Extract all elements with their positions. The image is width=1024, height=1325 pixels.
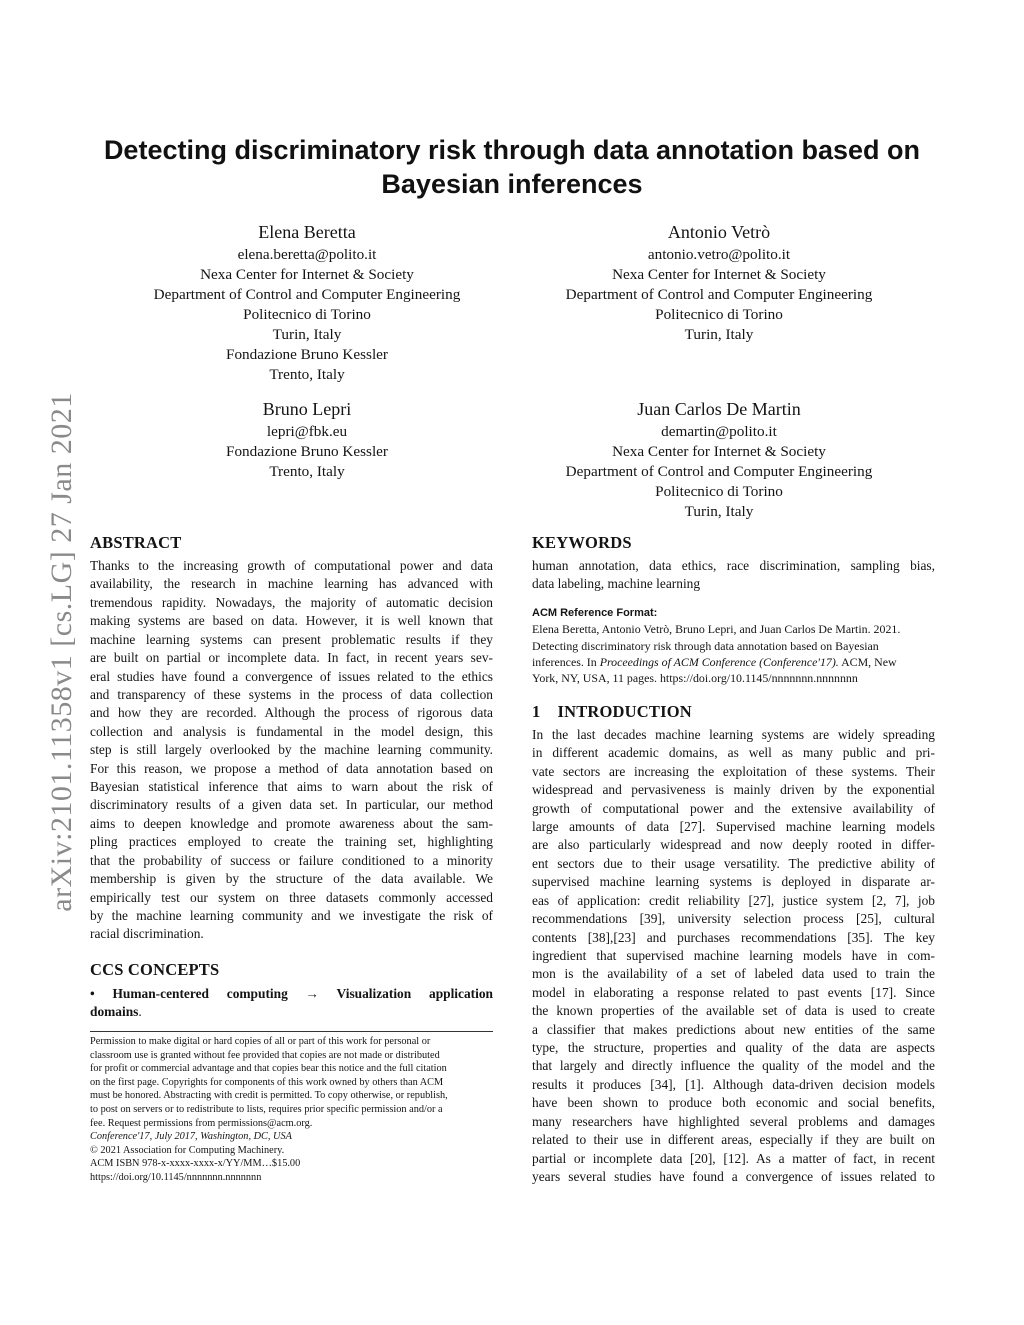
ccs-concept: Human-centered computing (112, 985, 288, 1001)
acm-reference (532, 605, 935, 687)
abstract-line: racial discrimination. (90, 926, 204, 942)
ccs-concepts (90, 985, 493, 1022)
abstract-line: by the machine learning community and we investigate the risk of (90, 908, 493, 924)
ccs-line (90, 1003, 493, 1021)
acm-ref-text: inferences. In (532, 655, 600, 670)
author-affiliation: Nexa Center for Internet & Society (612, 266, 826, 283)
keywords-body (532, 557, 935, 594)
ccs-line (90, 985, 493, 1003)
abstract-line: Bayesian statistical inference that aims to warn about the risk of (90, 779, 493, 795)
abstract-line: collection and analysis is fundamental in the model design, this (90, 723, 493, 739)
permission-line: classroom use is granted without fee provided that copies are not made or distributed (90, 1049, 440, 1061)
intro-line: results it produces [34], [1]. Although data-driven decision models (532, 1076, 935, 1092)
acm-ref-text: ACM, New (838, 655, 897, 670)
author-affiliation: Nexa Center for Internet & Society (200, 266, 414, 283)
intro-line: in different academic domains, as well as many public and pri- (532, 745, 935, 761)
abstract-line: making systems are based on data. However, it is well known that (90, 613, 493, 629)
author-name: Juan Carlos De Martin (637, 399, 801, 419)
intro-line: model in elaborating a response related to past events [17]. Since (532, 984, 935, 1000)
abstract-line: are built on partial or incomplete data. In fact, in recent years sev- (90, 650, 493, 666)
footnote-rule (90, 1031, 493, 1032)
author-affiliation: Fondazione Bruno Kessler (226, 443, 388, 460)
abstract-line: empirically test our system on three datasets commonly accessed (90, 889, 493, 905)
ccs-concept: domains (90, 1004, 139, 1020)
abstract-line: eral studies have found a convergence of issues related to the ethics (90, 668, 493, 684)
intro-line: years several studies have found a convergence of issues related to (532, 1169, 935, 1184)
intro-line: have been shown to produce both economic and social benefits, (532, 1095, 935, 1111)
isbn-line: ACM ISBN 978-x-xxxx-xxxx-x/YY/MM…$15.00 (90, 1158, 301, 1170)
ccs-heading: CCS CONCEPTS (90, 959, 220, 979)
author-email: lepri@fbk.eu (266, 423, 348, 440)
intro-line: are also particularly widespread and now deeply rooted in differ- (532, 837, 935, 853)
author-affiliation: Politecnico di Torino (655, 306, 783, 323)
abstract-line: tremendous rapidity. Nowadays, the majority of automatic decision (90, 594, 493, 610)
intro-line: recommendations [39], university selection process [25], cultural (532, 911, 935, 927)
acm-ref-proceedings: Proceedings of ACM Conference (Conference'17). (599, 655, 839, 670)
intro-line: contents [38],[23] and purchases recommendations [35]. The key (532, 929, 935, 945)
intro-line: widespread and pervasiveness is mainly driven by the exponential (532, 782, 935, 798)
doi-line: https://doi.org/10.1145/nnnnnnn.nnnnnnn (90, 1171, 262, 1183)
intro-line: ent sectors due to their usage versatility. The predictive ability of (532, 855, 935, 871)
intro-line: type, the structure, properties and quality of the data are aspects (532, 1040, 935, 1056)
keywords-heading: KEYWORDS (532, 533, 632, 552)
permission-notice (90, 1035, 493, 1185)
permission-line: to post on servers or to redistribute to lists, requires prior specific permission and/or a (90, 1103, 443, 1115)
author-affiliation: Department of Control and Computer Engineering (565, 286, 873, 303)
acm-ref-line: Elena Beretta, Antonio Vetrò, Bruno Lepri, and Juan Carlos De Martin. 2021. (532, 622, 901, 637)
abstract-line: step is still largely overlooked by the machine learning community. (90, 742, 493, 758)
author-name: Antonio Vetrò (667, 222, 771, 242)
abstract-line: that the probability of success or failure conditioned to a minority (90, 852, 493, 868)
author-block-lepri (117, 397, 497, 482)
copyright-line: © 2021 Association for Computing Machinery. (90, 1144, 285, 1156)
author-name: Elena Beretta (258, 222, 356, 242)
conference-info: Conference'17, July 2017, Washington, DC, USA (90, 1131, 292, 1143)
intro-line: In the last decades machine learning systems are widely spreading (532, 726, 935, 742)
right-column (532, 532, 935, 1186)
paper-title (80, 133, 944, 201)
intro-line: the known properties of the available set of data is used to create (532, 1003, 935, 1019)
author-email: antonio.vetro@polito.it (647, 246, 791, 263)
author-email: elena.beretta@polito.it (237, 246, 377, 263)
author-location: Trento, Italy (269, 463, 345, 480)
abstract-line: and transparency of these systems in the process of data collection (90, 686, 493, 702)
intro-line: ingredient that supervised machine learning models have in com- (532, 947, 935, 963)
abstract-line: aims to deepen knowledge and promote awareness about the sam- (90, 815, 493, 831)
keywords-line: data labeling, machine learning (532, 576, 701, 592)
permission-line: on the first page. Copyrights for components of this work owned by others than ACM (90, 1076, 444, 1088)
author-block-beretta (117, 220, 497, 385)
ccs-arrow: → (305, 985, 319, 1001)
abstract-line: and how they are recorded. Although the process of rigorous data (90, 705, 493, 721)
ccs-bullet: • (90, 985, 95, 1001)
abstract-line: availability, the research in machine learning has advanced with (90, 576, 493, 592)
intro-line: a classifier that makes predictions about new entities of the same (532, 1021, 935, 1037)
intro-line: mon is the availability of a set of labeled data used to train the (532, 966, 935, 982)
author-name: Bruno Lepri (262, 399, 352, 419)
title-line-2: Bayesian inferences (381, 169, 643, 199)
acm-ref-line (532, 654, 935, 670)
acm-ref-line: Detecting discriminatory risk through data annotation based on Bayesian (532, 638, 879, 653)
permission-line: must be honored. Abstracting with credit is permitted. To copy otherwise, or republish, (90, 1090, 448, 1102)
intro-line: large amounts of data [27]. Supervised machine learning models (532, 818, 935, 834)
author-block-demartin (529, 397, 909, 522)
author-block-vetro (529, 220, 909, 345)
ccs-period: . (138, 1004, 142, 1020)
abstract-line: Thanks to the increasing growth of computational power and data (90, 558, 493, 573)
intro-line: partial or incomplete data [20], [12]. As a matter of fact, in recent (532, 1150, 935, 1166)
author-location: Turin, Italy (272, 326, 342, 343)
author-affiliation: Politecnico di Torino (655, 483, 783, 500)
introduction-body (532, 726, 935, 1187)
intro-line: many researchers have highlighted several problems and damages (532, 1113, 935, 1129)
acm-ref-heading: ACM Reference Format: (532, 606, 658, 619)
left-column (90, 532, 493, 1022)
abstract-line: pling practices employed to create the training set, highlighting (90, 834, 493, 850)
author-affiliation: Department of Control and Computer Engineering (565, 463, 873, 480)
abstract-line: For this reason, we propose a method of data annotation based on (90, 760, 493, 776)
intro-line: supervised machine learning systems is deployed in disparate ar- (532, 874, 935, 890)
section-number: 1 (532, 701, 541, 721)
permission-line: for profit or commercial advantage and that copies bear this notice and the full citation (90, 1063, 447, 1075)
acm-ref-line: York, NY, USA, 11 pages. https://doi.org/10.1145/nnnnnnn.nnnnnnn (532, 671, 858, 686)
section-title: INTRODUCTION (557, 701, 692, 721)
arxiv-stamp-text: arXiv:2101.11358v1 [cs.LG] 27 Jan 2021 (45, 392, 78, 912)
author-affiliation: Nexa Center for Internet & Society (612, 443, 826, 460)
author-affiliation: Fondazione Bruno Kessler (226, 346, 388, 363)
intro-line: that largely and directly influence the quality of the model and the (532, 1058, 935, 1074)
introduction-heading (532, 701, 935, 723)
abstract-line: membership is given by the structure of the data available. We (90, 871, 493, 887)
intro-line: vate sectors are increasing the exploitation of these systems. Their (532, 763, 935, 779)
title-line-1: Detecting discriminatory risk through data annotation based on (103, 135, 921, 165)
author-location: Turin, Italy (684, 503, 754, 520)
abstract-heading: ABSTRACT (90, 533, 182, 552)
ccs-concept: Visualization application (336, 985, 493, 1001)
author-location: Trento, Italy (269, 366, 345, 383)
author-location: Turin, Italy (684, 326, 754, 343)
abstract-body (90, 557, 493, 944)
author-email: demartin@polito.it (661, 423, 777, 440)
keywords-line: human annotation, data ethics, race discrimination, sampling bias, (532, 558, 935, 573)
author-affiliation: Department of Control and Computer Engineering (153, 286, 461, 303)
intro-line: eas of application: credit reliability [27], justice system [2, 7], job (532, 892, 935, 908)
abstract-line: machine learning systems can present problematic results if they (90, 631, 493, 647)
author-affiliation: Politecnico di Torino (243, 306, 371, 323)
intro-line: growth of computational power and the extensive availability of (532, 800, 935, 816)
permission-line: Permission to make digital or hard copies of all or part of this work for personal or (90, 1036, 431, 1047)
abstract-line: discriminatory results of a given data set. In particular, our method (90, 797, 493, 813)
permission-line: fee. Request permissions from permissions@acm.org. (90, 1117, 313, 1129)
intro-line: related to their use in different areas, especially if they are built on (532, 1132, 935, 1148)
